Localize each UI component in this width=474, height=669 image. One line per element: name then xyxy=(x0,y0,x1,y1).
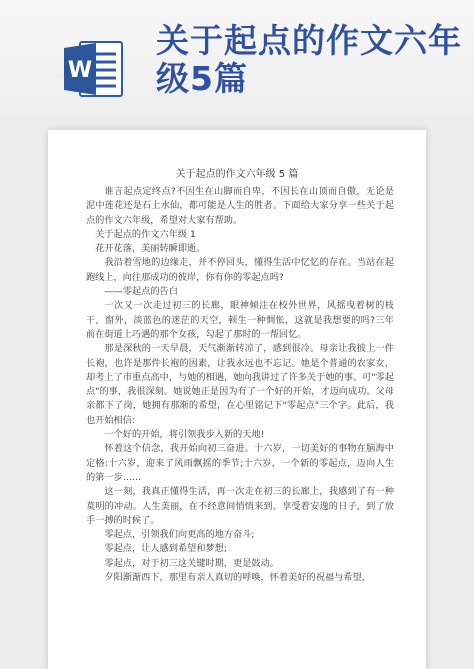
paragraph: 零起点，让人感到希望和梦想; xyxy=(104,543,227,555)
paragraph: 零起点，引领我们向更高的地方奋斗; xyxy=(104,529,255,541)
paragraph: 一次又一次走过初三的长廊，眼神倾注在校外世界，风摇曳着树的枝干，窗外，淡蓝色的迷茫的天空，顿生一种惆怅，这就是我想要的吗?三年前在街道上巧遇的那个女孩，勾起了那时的一帮回忆。 xyxy=(86,300,394,340)
paragraph: 那是深秋的一天早晨，天气渐渐转凉了，感到很冷。母亲让我披上一件长袍，也许是那件长袍的因素，让我永远也不忘记。她是个普通的农家女，却考上了市重点高中，与她的相遇，她向我讲过了许多关于她的事。可"零起点"的事，我很深刻。她说她正是因为有了一个好的开始，才迈向成功。父母亲都下了岗，她拥有那渐的希望，在心里铭记下"零起点"三个字。此后，我也开始相信: xyxy=(86,343,394,426)
paragraph-subtitle: ——零起点的告白 xyxy=(104,286,178,298)
paragraph: 我沿着雪地的边缘走，并不停回头，懂得生活中忆忆的存在。当站在起跑线上，向往那成功的彼岸，你有你的零起点吗? xyxy=(86,257,394,283)
word-document-icon xyxy=(62,40,124,98)
essay-heading: 关于起点的作文六年级 1 xyxy=(95,228,196,240)
document-page xyxy=(48,130,426,669)
document-title: 关于起点的作文六年级 5 篇 xyxy=(175,169,299,180)
banner-title: 关于起点的作文六年级5篇 xyxy=(156,21,462,98)
paragraph: 这一刻，我真正懂得生活，再一次走在初三的长廊上，我感到了有一种莫明的冲动。人生美丽，在不经意间悄悄来到。享受着安逸的日子，到了放手一搏的时候了。 xyxy=(86,486,394,526)
svg-text:W: W xyxy=(67,58,93,83)
document-banner xyxy=(0,0,474,118)
paragraph: 怀着这个信念，我开始向初三奋进。十六岁，一切美好的事物在脑海中定格:十六岁，迎来了风雨飘摇的季节;十六岁，一个新的零起点，迈向人生的第一步…… xyxy=(86,443,394,483)
paragraph: 一个好的开始，将引领我步入新的天地! xyxy=(104,429,265,441)
paragraph-intro: 谁言起点定终点?不因生在山脚而自卑，不因长在山顶而自傲，无论是泥中莲花还是石上水仙，都可能是人生的胜者。下面给大家分享一些关于起点的作文六年级，希望对大家有帮助。 xyxy=(86,186,394,226)
paragraph: 夕阳渐渐西下，那里有亲人真切的呼唤，怀着美好的祝福与希望， xyxy=(104,572,371,584)
paragraph: 零起点，对于初三这关键时期，更是鼓动。 xyxy=(104,557,279,569)
document-body xyxy=(86,185,394,585)
paragraph: 花开花落，美丽转瞬即逝。 xyxy=(95,243,206,255)
